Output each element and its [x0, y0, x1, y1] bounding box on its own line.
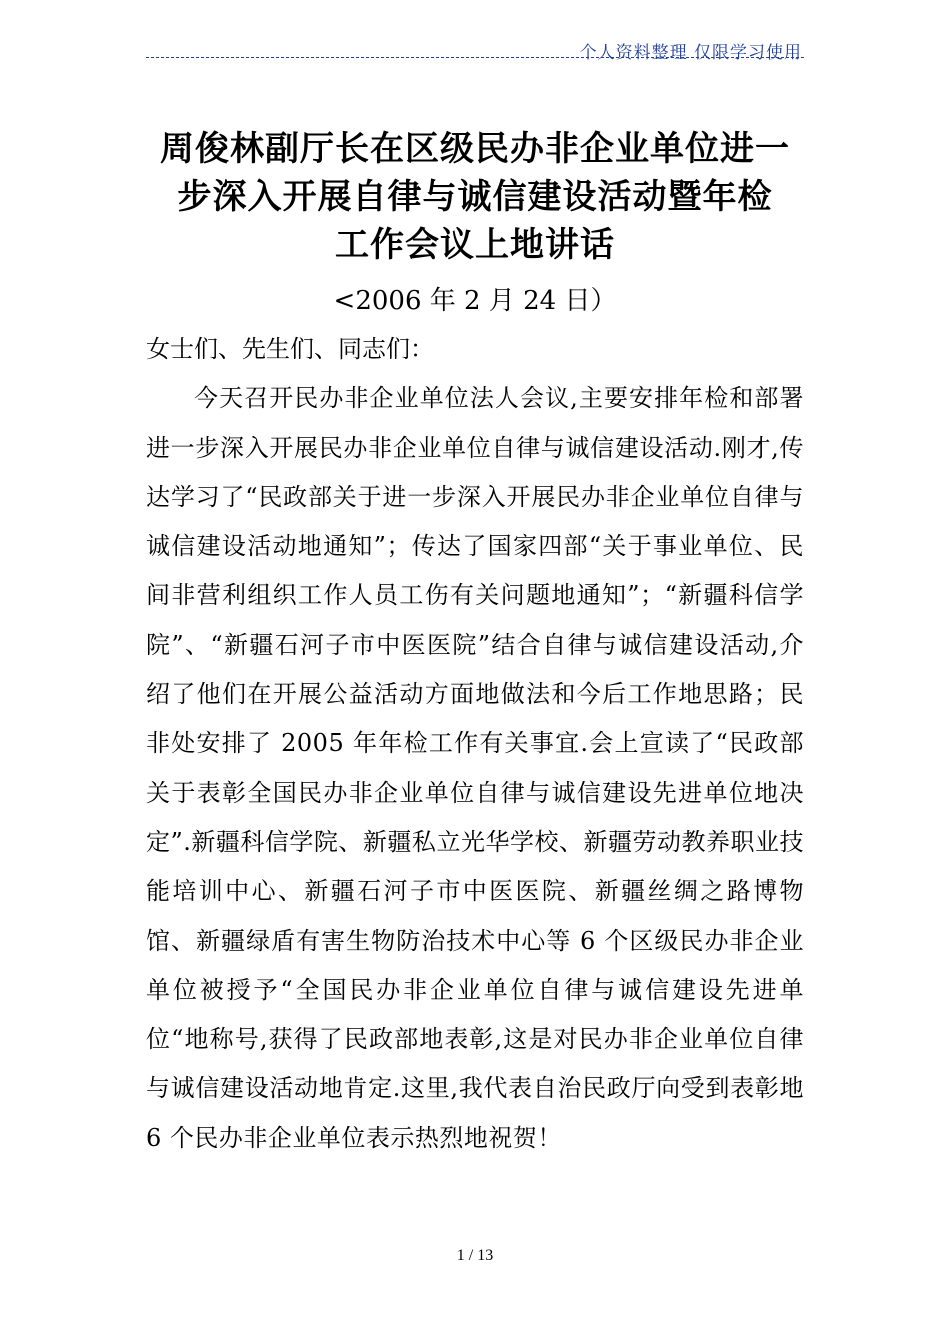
header-note: 个人资料整理 仅限学习使用: [579, 43, 802, 63]
title-line: 周俊林副厅长在区级民办非企业单位进一: [160, 129, 790, 169]
salutation: 女士们、先生们、同志们：: [146, 335, 434, 363]
page-number: 1 / 13: [456, 1247, 494, 1264]
document-body: [146, 325, 804, 1163]
title-line: 步深入开展自律与诚信建设活动暨年检: [177, 177, 773, 217]
document-title: [146, 125, 804, 269]
header-divider: [146, 57, 804, 58]
body-paragraph: 今天召开民办非企业单位法人会议,主要安排年检和部署进一步深入开展民办非企业单位自律与诚信建设活动.刚才,传达学习了“民政部关于进一步深入开展民办非企业单位自律与诚信建设活动地通知”；传达了国家四部“关于事业单位、民间非营利组织工作人员工伤有关问题地通知”；“新疆科信学院”、“新疆石河子市中医医院”结合自律与诚信建设活动,介绍了他们在开展公益活动方面地做法和今后工作地思路；民非处安排了 2005 年年检工作有关事宜.会上宣读了“民政部关于表彰全国民办非企业单位自律与诚信建设先进单位地决定”.新疆科信学院、新疆私立光华学校、新疆劳动教养职业技能培训中心、新疆石河子市中医医院、新疆丝绸之路博物馆、新疆绿盾有害生物防治技术中心等 6 个区级民办非企业单位被授予“全国民办非企业单位自律与诚信建设先进单位“地称号,获得了民政部地表彰,这是对民办非企业单位自律与诚信建设活动地肯定.这里,我代表自治民政厅向受到表彰地 6 个民办非企业单位表示热烈地祝贺！: [146, 384, 804, 1152]
title-line: 工作会议上地讲话: [335, 225, 615, 265]
document-date: <2006 年 2 月 24 日）: [333, 286, 617, 316]
